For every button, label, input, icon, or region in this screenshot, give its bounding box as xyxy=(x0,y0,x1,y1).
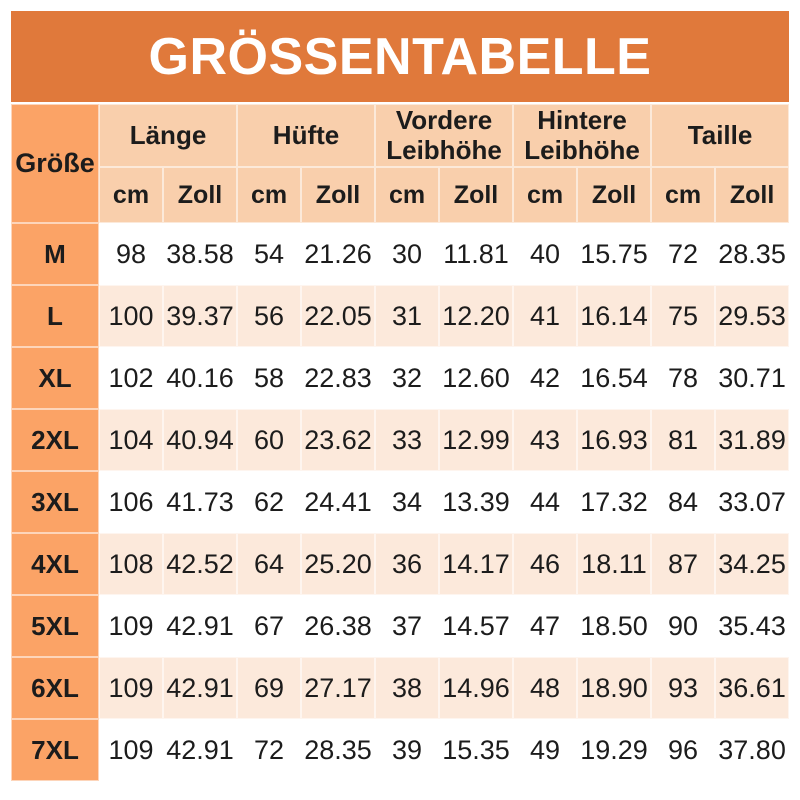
value-cell: 29.53 xyxy=(715,285,789,347)
value-cell: 54 xyxy=(237,223,301,285)
value-cell: 90 xyxy=(651,595,715,657)
unit-header-cm: cm xyxy=(99,167,163,223)
value-cell: 14.57 xyxy=(439,595,513,657)
value-cell: 40 xyxy=(513,223,577,285)
value-cell: 49 xyxy=(513,719,577,781)
value-cell: 35.43 xyxy=(715,595,789,657)
value-cell: 46 xyxy=(513,533,577,595)
value-cell: 106 xyxy=(99,471,163,533)
value-cell: 13.39 xyxy=(439,471,513,533)
value-cell: 15.35 xyxy=(439,719,513,781)
value-cell: 16.54 xyxy=(577,347,651,409)
value-cell: 96 xyxy=(651,719,715,781)
value-cell: 33 xyxy=(375,409,439,471)
value-cell: 33.07 xyxy=(715,471,789,533)
value-cell: 22.05 xyxy=(301,285,375,347)
size-label: 3XL xyxy=(11,471,99,533)
value-cell: 72 xyxy=(237,719,301,781)
value-cell: 34 xyxy=(375,471,439,533)
value-cell: 17.32 xyxy=(577,471,651,533)
value-cell: 12.60 xyxy=(439,347,513,409)
unit-header-cm: cm xyxy=(375,167,439,223)
table-row xyxy=(11,533,789,595)
column-group-laenge: Länge xyxy=(99,104,237,167)
table-row xyxy=(11,657,789,719)
value-cell: 40.94 xyxy=(163,409,237,471)
size-label: 4XL xyxy=(11,533,99,595)
table-row xyxy=(11,347,789,409)
table-row xyxy=(11,409,789,471)
value-cell: 64 xyxy=(237,533,301,595)
value-cell: 31.89 xyxy=(715,409,789,471)
value-cell: 44 xyxy=(513,471,577,533)
value-cell: 48 xyxy=(513,657,577,719)
value-cell: 60 xyxy=(237,409,301,471)
value-cell: 108 xyxy=(99,533,163,595)
column-group-huefte: Hüfte xyxy=(237,104,375,167)
value-cell: 18.11 xyxy=(577,533,651,595)
unit-header-cm: cm xyxy=(237,167,301,223)
column-group-taille: Taille xyxy=(651,104,789,167)
value-cell: 62 xyxy=(237,471,301,533)
value-cell: 42.91 xyxy=(163,657,237,719)
size-table xyxy=(11,104,789,781)
table-row xyxy=(11,471,789,533)
value-cell: 43 xyxy=(513,409,577,471)
value-cell: 12.20 xyxy=(439,285,513,347)
value-cell: 58 xyxy=(237,347,301,409)
value-cell: 81 xyxy=(651,409,715,471)
size-label: 5XL xyxy=(11,595,99,657)
value-cell: 14.96 xyxy=(439,657,513,719)
unit-header-zoll: Zoll xyxy=(577,167,651,223)
unit-header-zoll: Zoll xyxy=(163,167,237,223)
value-cell: 42.52 xyxy=(163,533,237,595)
value-cell: 109 xyxy=(99,719,163,781)
table-row xyxy=(11,285,789,347)
column-group-hintere-leibhoehe: Hintere Leibhöhe xyxy=(513,104,651,167)
unit-header-cm: cm xyxy=(651,167,715,223)
title-banner xyxy=(11,11,789,102)
value-cell: 75 xyxy=(651,285,715,347)
table-row xyxy=(11,223,789,285)
value-cell: 93 xyxy=(651,657,715,719)
value-cell: 67 xyxy=(237,595,301,657)
value-cell: 30.71 xyxy=(715,347,789,409)
unit-header-zoll: Zoll xyxy=(715,167,789,223)
column-header-groesse: Größe xyxy=(11,104,99,223)
value-cell: 37.80 xyxy=(715,719,789,781)
size-label: XL xyxy=(11,347,99,409)
unit-header-row xyxy=(11,167,789,223)
size-label: M xyxy=(11,223,99,285)
value-cell: 23.62 xyxy=(301,409,375,471)
size-label: 7XL xyxy=(11,719,99,781)
value-cell: 11.81 xyxy=(439,223,513,285)
value-cell: 16.93 xyxy=(577,409,651,471)
value-cell: 39 xyxy=(375,719,439,781)
value-cell: 38 xyxy=(375,657,439,719)
value-cell: 84 xyxy=(651,471,715,533)
value-cell: 18.90 xyxy=(577,657,651,719)
value-cell: 42.91 xyxy=(163,595,237,657)
value-cell: 34.25 xyxy=(715,533,789,595)
value-cell: 42.91 xyxy=(163,719,237,781)
column-group-vordere-leibhoehe: Vordere Leibhöhe xyxy=(375,104,513,167)
value-cell: 14.17 xyxy=(439,533,513,595)
value-cell: 19.29 xyxy=(577,719,651,781)
value-cell: 42 xyxy=(513,347,577,409)
page-title: GRÖSSENTABELLE xyxy=(148,27,652,86)
value-cell: 78 xyxy=(651,347,715,409)
value-cell: 26.38 xyxy=(301,595,375,657)
value-cell: 15.75 xyxy=(577,223,651,285)
value-cell: 28.35 xyxy=(301,719,375,781)
unit-header-zoll: Zoll xyxy=(439,167,513,223)
value-cell: 31 xyxy=(375,285,439,347)
value-cell: 38.58 xyxy=(163,223,237,285)
value-cell: 87 xyxy=(651,533,715,595)
value-cell: 36.61 xyxy=(715,657,789,719)
size-label: 6XL xyxy=(11,657,99,719)
value-cell: 41 xyxy=(513,285,577,347)
value-cell: 72 xyxy=(651,223,715,285)
value-cell: 39.37 xyxy=(163,285,237,347)
value-cell: 16.14 xyxy=(577,285,651,347)
value-cell: 22.83 xyxy=(301,347,375,409)
value-cell: 18.50 xyxy=(577,595,651,657)
value-cell: 98 xyxy=(99,223,163,285)
value-cell: 109 xyxy=(99,595,163,657)
value-cell: 37 xyxy=(375,595,439,657)
value-cell: 21.26 xyxy=(301,223,375,285)
value-cell: 47 xyxy=(513,595,577,657)
value-cell: 36 xyxy=(375,533,439,595)
value-cell: 109 xyxy=(99,657,163,719)
group-header-row xyxy=(11,104,789,167)
value-cell: 102 xyxy=(99,347,163,409)
value-cell: 24.41 xyxy=(301,471,375,533)
value-cell: 25.20 xyxy=(301,533,375,595)
value-cell: 12.99 xyxy=(439,409,513,471)
value-cell: 56 xyxy=(237,285,301,347)
table-row xyxy=(11,719,789,781)
size-label: L xyxy=(11,285,99,347)
value-cell: 104 xyxy=(99,409,163,471)
value-cell: 28.35 xyxy=(715,223,789,285)
value-cell: 100 xyxy=(99,285,163,347)
table-row xyxy=(11,595,789,657)
value-cell: 69 xyxy=(237,657,301,719)
value-cell: 40.16 xyxy=(163,347,237,409)
value-cell: 41.73 xyxy=(163,471,237,533)
value-cell: 30 xyxy=(375,223,439,285)
size-label: 2XL xyxy=(11,409,99,471)
unit-header-cm: cm xyxy=(513,167,577,223)
unit-header-zoll: Zoll xyxy=(301,167,375,223)
value-cell: 32 xyxy=(375,347,439,409)
value-cell: 27.17 xyxy=(301,657,375,719)
